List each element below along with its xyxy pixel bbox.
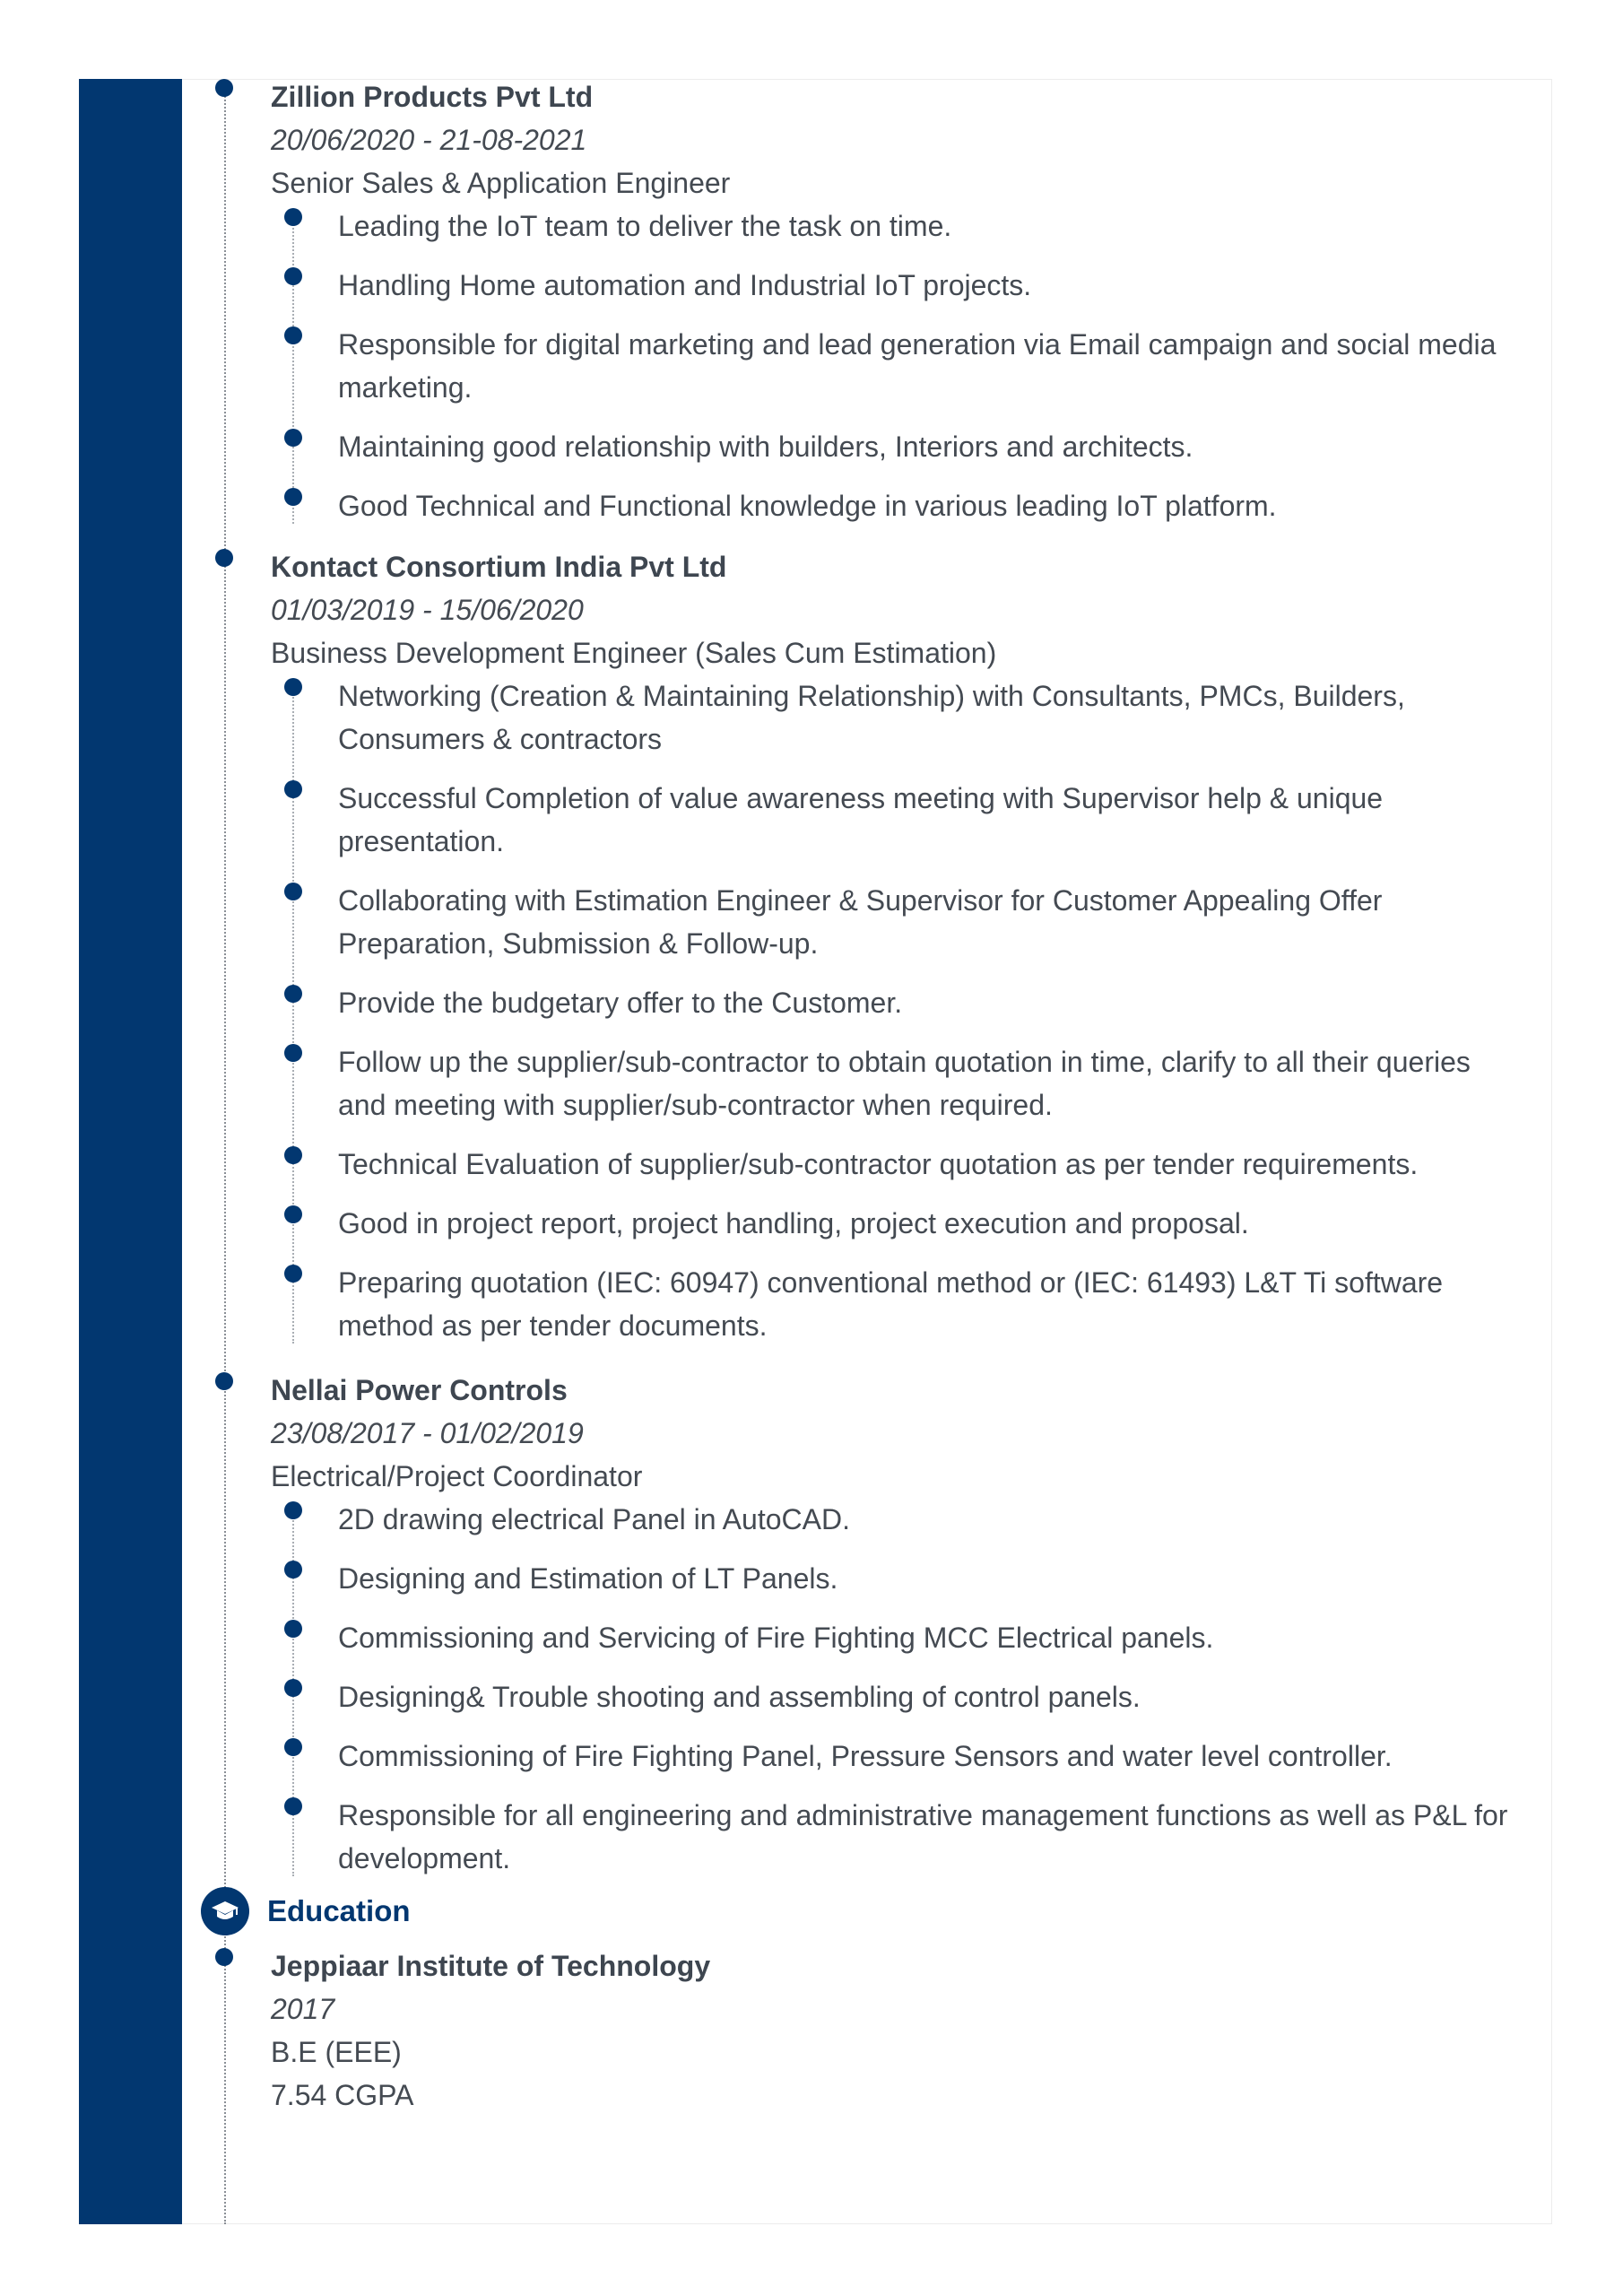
- bullet-dot: [284, 488, 302, 506]
- education-entry: [271, 1944, 1526, 2117]
- section-title: Education: [267, 1894, 411, 1927]
- responsibility-item: Leading the IoT team to deliver the task on time.: [271, 204, 1526, 248]
- graduation-cap-icon: [201, 1887, 249, 1935]
- company-name: Kontact Consortium India Pvt Ltd: [271, 551, 727, 583]
- company-name: Zillion Products Pvt Ltd: [271, 81, 594, 113]
- sidebar-bar: [79, 79, 182, 2224]
- responsibility-item: Good Technical and Functional knowledge in various leading IoT platform.: [271, 484, 1526, 527]
- responsibility-list: [271, 204, 1526, 527]
- responsibility-item: Technical Evaluation of supplier/sub-contractor quotation as per tender requirements.: [271, 1143, 1526, 1186]
- bullet-dot: [284, 1205, 302, 1223]
- employment-dates: 20/06/2020 - 21-08-2021: [271, 124, 587, 156]
- timeline-dot: [215, 1948, 233, 1966]
- responsibility-item: Handling Home automation and Industrial IoT projects.: [271, 264, 1526, 307]
- timeline-dot: [215, 79, 233, 97]
- responsibility-item: Collaborating with Estimation Engineer & Supervisor for Customer Appealing Offer Preparation, Submission & Follow-up.: [271, 879, 1526, 965]
- bullet-dot: [284, 678, 302, 696]
- job-title: Senior Sales & Application Engineer: [271, 167, 731, 199]
- responsibility-item: Responsible for all engineering and administrative management functions as well as P&L for development.: [271, 1794, 1526, 1880]
- bullet-dot: [284, 1620, 302, 1638]
- job-title: Business Development Engineer (Sales Cum Estimation): [271, 637, 997, 669]
- bullet-dot: [284, 985, 302, 1003]
- graduation-year: 2017: [271, 1993, 335, 2025]
- responsibility-item: Networking (Creation & Maintaining Relationship) with Consultants, PMCs, Builders, Consumers & contractors: [271, 674, 1526, 761]
- employment-dates: 23/08/2017 - 01/02/2019: [271, 1417, 584, 1449]
- bullet-dot: [284, 1501, 302, 1519]
- responsibility-item: Maintaining good relationship with builders, Interiors and architects.: [271, 425, 1526, 468]
- bullet-dot: [284, 1561, 302, 1578]
- responsibility-item: Successful Completion of value awareness meeting with Supervisor help & unique presentation.: [271, 777, 1526, 863]
- bullet-dot: [284, 326, 302, 344]
- responsibility-item: Responsible for digital marketing and lead generation via Email campaign and social media marketing.: [271, 323, 1526, 409]
- education-section-header: [201, 1887, 411, 1935]
- responsibility-item: Designing and Estimation of LT Panels.: [271, 1557, 1526, 1600]
- bullet-dot: [284, 1146, 302, 1164]
- bullet-dot: [284, 429, 302, 447]
- responsibility-item: 2D drawing electrical Panel in AutoCAD.: [271, 1498, 1526, 1541]
- degree: B.E (EEE): [271, 2036, 402, 2068]
- experience-entry-nellai: [271, 1369, 1526, 1896]
- bullet-dot: [284, 1797, 302, 1815]
- company-name: Nellai Power Controls: [271, 1374, 568, 1406]
- employment-dates: 01/03/2019 - 15/06/2020: [271, 594, 584, 626]
- grade-score: 7.54 CGPA: [271, 2079, 414, 2111]
- bullet-dot: [284, 780, 302, 798]
- responsibility-item: Commissioning of Fire Fighting Panel, Pressure Sensors and water level controller.: [271, 1735, 1526, 1778]
- timeline-dot: [215, 1372, 233, 1390]
- bullet-dot: [284, 883, 302, 900]
- responsibility-item: Follow up the supplier/sub-contractor to obtain quotation in time, clarify to all their queries and meeting with supplier/sub-contractor when required.: [271, 1040, 1526, 1126]
- responsibility-item: Preparing quotation (IEC: 60947) conventional method or (IEC: 61493) L&T Ti software method as per tender documents.: [271, 1261, 1526, 1347]
- bullet-dot: [284, 1679, 302, 1697]
- job-title: Electrical/Project Coordinator: [271, 1460, 643, 1492]
- responsibility-list: [271, 674, 1526, 1347]
- experience-entry-kontact: [271, 545, 1526, 1363]
- bullet-dot: [284, 1738, 302, 1756]
- responsibility-item: Commissioning and Servicing of Fire Fighting MCC Electrical panels.: [271, 1616, 1526, 1659]
- responsibility-item: Good in project report, project handling, project execution and proposal.: [271, 1202, 1526, 1245]
- timeline-dot: [215, 549, 233, 567]
- bullet-dot: [284, 1044, 302, 1062]
- responsibility-item: Provide the budgetary offer to the Customer.: [271, 981, 1526, 1024]
- bullet-dot: [284, 1265, 302, 1283]
- bullet-dot: [284, 208, 302, 226]
- responsibility-item: Designing& Trouble shooting and assembling of control panels.: [271, 1675, 1526, 1718]
- bullet-dot: [284, 267, 302, 285]
- experience-entry-zillion: [271, 75, 1526, 544]
- responsibility-list: [271, 1498, 1526, 1880]
- institution-name: Jeppiaar Institute of Technology: [271, 1950, 711, 1982]
